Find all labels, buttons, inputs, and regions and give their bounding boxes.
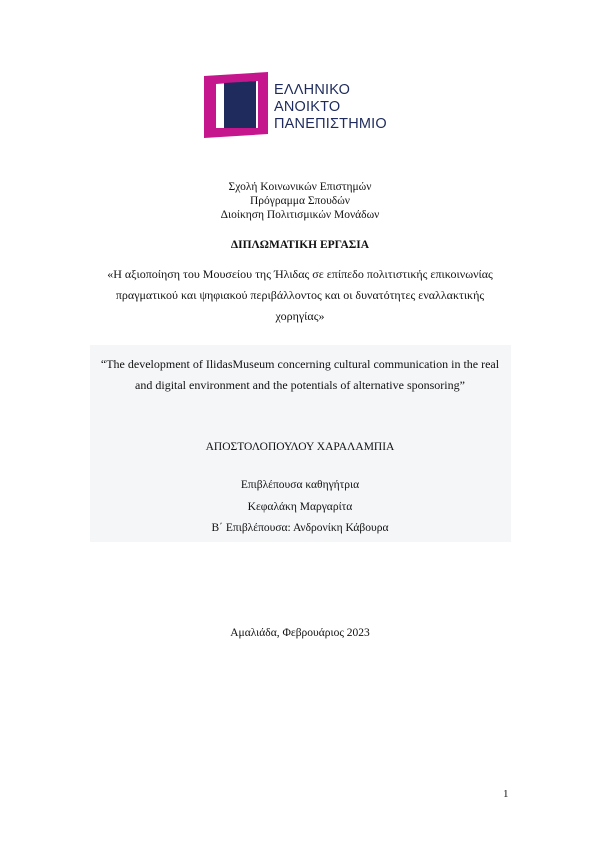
supervisor-label: Επιβλέπουσα καθηγήτρια bbox=[240, 479, 360, 491]
title-greek-line-2: πραγματικού και ψηφιακού περιβάλλοντος και οι δυνατότητες εναλλακτικής bbox=[115, 288, 485, 302]
title-greek-line-1: «Η αξιοποίηση του Μουσείου της Ήλιδας σε επίπεδο πολιτιστικής επικοινωνίας bbox=[107, 267, 493, 281]
page-number: 1 bbox=[503, 788, 509, 800]
logo-emblem-icon bbox=[200, 68, 270, 140]
university-logo bbox=[200, 68, 410, 140]
program-label: Πρόγραμμα Σπουδών bbox=[249, 195, 350, 207]
place-date: Αμαλιάδα, Φεβρουάριος 2023 bbox=[230, 627, 370, 639]
thesis-type: ΔΙΠΛΩΜΑΤΙΚΗ ΕΡΓΑΣΙΑ bbox=[230, 239, 370, 251]
logo-wordmark bbox=[274, 82, 387, 133]
department-name: Διοίκηση Πολιτισμικών Μονάδων bbox=[220, 209, 380, 221]
author-name: ΑΠΟΣΤΟΛΟΠΟΥΛΟΥ ΧΑΡΑΛΑΜΠΙΑ bbox=[205, 441, 395, 453]
title-greek-line-3: χορηγίας» bbox=[275, 309, 325, 323]
title-english-line-1: “The development of IlidasMuseum concerning cultural communication in the real bbox=[100, 357, 500, 371]
logo-line-2: ΑΝΟΙΚΤΟ bbox=[274, 99, 341, 115]
logo-line-1: ΕΛΛΗΝΙΚΟ bbox=[274, 82, 351, 98]
logo-line-3: ΠΑΝΕΠΙΣΤΗΜΙΟ bbox=[274, 116, 387, 132]
school-name: Σχολή Κοινωνικών Επιστημών bbox=[228, 181, 372, 193]
second-supervisor: Β΄ Επιβλέπουσα: Ανδρονίκη Κάβουρα bbox=[211, 522, 389, 534]
title-english-line-2: and digital environment and the potentials of alternative sponsoring” bbox=[135, 378, 465, 392]
supervisor-name: Κεφαλάκη Μαργαρίτα bbox=[247, 501, 353, 513]
